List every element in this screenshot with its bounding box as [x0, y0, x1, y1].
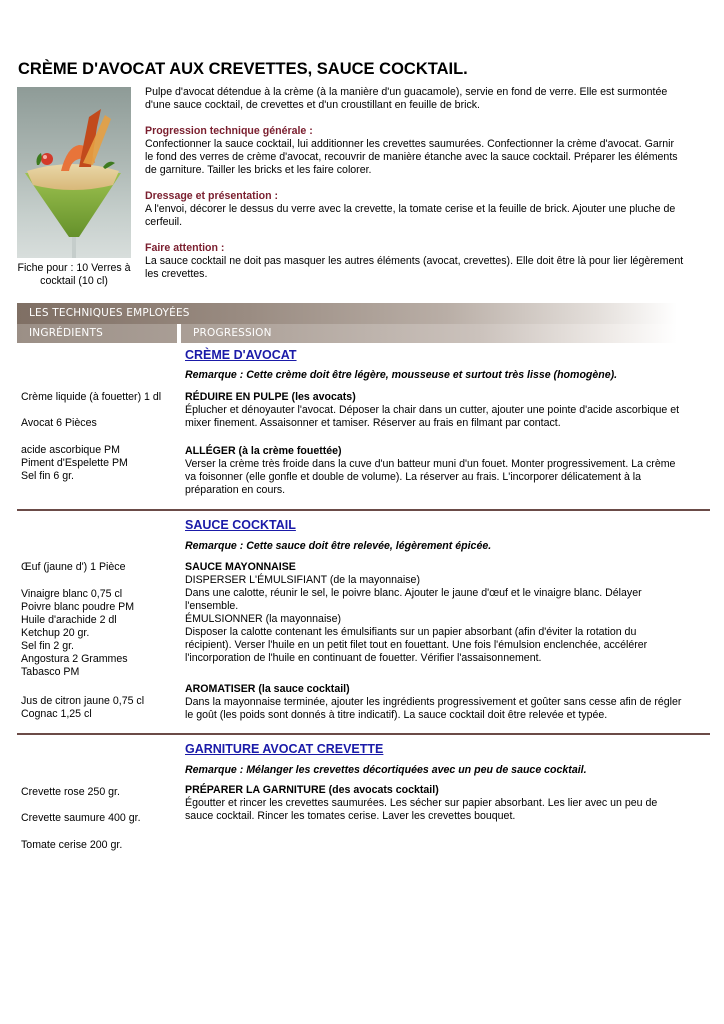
- ingredient-item: Jus de citron jaune 0,75 cl: [21, 695, 145, 707]
- ingredient-item: Crème liquide (à fouetter) 1 dl: [21, 391, 162, 403]
- progression-step: [185, 391, 685, 430]
- step-text: Dans une calotte, réunir le sel, le poivre blanc. Ajouter le jaune d'œuf et le vinaigre blanc. Délayer l'ensemble.: [185, 587, 642, 612]
- ingredient-item: Crevette saumure 400 gr.: [21, 812, 141, 824]
- ingredient-item: Sel fin 6 gr.: [21, 470, 74, 482]
- section-remark: Remarque : Mélanger les crevettes décortiquées avec un peu de sauce cocktail.: [185, 764, 587, 776]
- section-remark: Remarque : Cette crème doit être légère, mousseuse et surtout très lisse (homogène).: [185, 369, 618, 381]
- step-heading: AROMATISER (la sauce cocktail): [185, 683, 350, 695]
- step-heading: ALLÉGER (à la crème fouettée): [185, 445, 342, 457]
- ingredient-item: Vinaigre blanc 0,75 cl: [21, 588, 123, 600]
- step-text: Éplucher et dénoyauter l'avocat. Déposer la chair dans un cutter, ajouter une pointe d'acide ascorbique et mixer finement. Assaisonner et tamiser. Réserver au frais en filmant par contact.: [185, 404, 680, 429]
- progression-step: [185, 784, 685, 823]
- section-title: CRÈME D'AVOCAT: [185, 348, 297, 362]
- dish-photo: [17, 87, 131, 258]
- step-text: Disposer la calotte contenant les émulsifiants sur un papier absorbant (afin d'éviter la rotation du récipient). Verser l'huile en un petit filet tout en fouettant. Une fois l'émulsion enclenchée, accélérer l'incorporation de l'huile en continuant de fouetter. Vérifier l'assaisonnement.: [185, 626, 648, 664]
- column-separator: [177, 324, 181, 343]
- step-heading: PRÉPARER LA GARNITURE (des avocats cocktail): [185, 784, 439, 796]
- progression-heading: Progression technique générale :: [145, 125, 313, 137]
- cocktail-glass-illustration: [17, 87, 131, 258]
- dressage-block: [145, 190, 685, 229]
- progression-step: [185, 445, 685, 497]
- ingredient-item: Cognac 1,25 cl: [21, 708, 92, 720]
- ingredient-item: Poivre blanc poudre PM: [21, 601, 135, 613]
- progression-column-header: PROGRESSION: [193, 327, 272, 339]
- progression-block: [145, 125, 685, 177]
- page-title: CRÈME D'AVOCAT AUX CREVETTES, SAUCE COCKTAIL.: [18, 60, 468, 78]
- techniques-banner: [17, 303, 677, 343]
- ingredient-item: Angostura 2 Grammes: [21, 653, 128, 665]
- step-text: Égoutter et rincer les crevettes saumurées. Les sécher sur papier absorbant. Les lier avec un peu de sauce cocktail. Rincer les tomates cerise. Laver les crevettes bouquet.: [185, 797, 658, 822]
- section-divider: [17, 733, 710, 735]
- techniques-label: LES TECHNIQUES EMPLOYÉES: [29, 307, 190, 319]
- ingredient-item: Huile d'arachide 2 dl: [21, 614, 117, 626]
- recipe-description: Pulpe d'avocat détendue à la crème (à la manière d'un guacamole), servie en fond de verre. Elle est surmontée d'une sauce cocktail, de crevettes et d'un croustillant en feuille de brick.: [145, 86, 668, 111]
- ingredient-item: acide ascorbique PM: [21, 444, 120, 456]
- ingredient-item: Avocat 6 Pièces: [21, 417, 97, 429]
- attention-text: La sauce cocktail ne doit pas masquer les autres éléments (avocat, crevettes). Elle doit être là pour lier légèrement les crevettes.: [145, 255, 684, 280]
- ingredient-item: Piment d'Espelette PM: [21, 457, 128, 469]
- step-subheading: DISPERSER L'ÉMULSIFIANT (de la mayonnaise): [185, 574, 420, 586]
- attention-heading: Faire attention :: [145, 242, 225, 254]
- column-header-band: [17, 324, 677, 343]
- section-divider: [17, 509, 710, 511]
- ingredient-item: Tomate cerise 200 gr.: [21, 839, 123, 851]
- ingredient-item: Ketchup 20 gr.: [21, 627, 90, 639]
- ingredient-item: Œuf (jaune d') 1 Pièce: [21, 561, 126, 573]
- section-title: SAUCE COCKTAIL: [185, 518, 296, 532]
- section-remark: Remarque : Cette sauce doit être relevée, légèrement épicée.: [185, 540, 492, 552]
- section-title: GARNITURE AVOCAT CREVETTE: [185, 742, 384, 756]
- ingredients-column-header: INGRÉDIENTS: [29, 327, 103, 339]
- recipe-intro: [145, 86, 685, 294]
- progression-text: Confectionner la sauce cocktail, lui additionner les crevettes saumurées. Confectionner la crème d'avocat. Garnir le fond des verres de crème d'avocat, recouvrir de manière étanche avec la sauce cocktail. Préparer les éléments de garniture. Tailler les bricks et les faire colorer.: [145, 138, 678, 176]
- progression-step: [185, 561, 685, 665]
- ingredient-item: Sel fin 2 gr.: [21, 640, 74, 652]
- step-text: Verser la crème très froide dans la cuve d'un batteur muni d'un fouet. Monter progressivement. La crème va foisonner (elle gonfle et double de volume). La réserver au frais. L'incorporer délicatement à la préparation en cours.: [185, 458, 676, 496]
- ingredient-item: Crevette rose 250 gr.: [21, 786, 120, 798]
- dressage-heading: Dressage et présentation :: [145, 190, 279, 202]
- dressage-text: A l'envoi, décorer le dessus du verre avec la crevette, la tomate cerise et la feuille de brick. Ajouter une pluche de cerfeuil.: [145, 203, 676, 228]
- step-heading: SAUCE MAYONNAISE: [185, 561, 296, 573]
- ingredient-item: Tabasco PM: [21, 666, 80, 678]
- step-text: Dans la mayonnaise terminée, ajouter les ingrédients progressivement et goûter sans cesse afin de régler le goût (les poids sont donnés à titre indicatif). La sauce cocktail doit être relevée et typée.: [185, 696, 682, 721]
- step-subheading: ÉMULSIONNER (la mayonnaise): [185, 613, 342, 625]
- step-heading: RÉDUIRE EN PULPE (les avocats): [185, 391, 356, 403]
- progression-step: [185, 683, 685, 722]
- recipe-yield: Fiche pour : 10 Verres à cocktail (10 cl): [17, 262, 131, 287]
- attention-block: [145, 242, 685, 281]
